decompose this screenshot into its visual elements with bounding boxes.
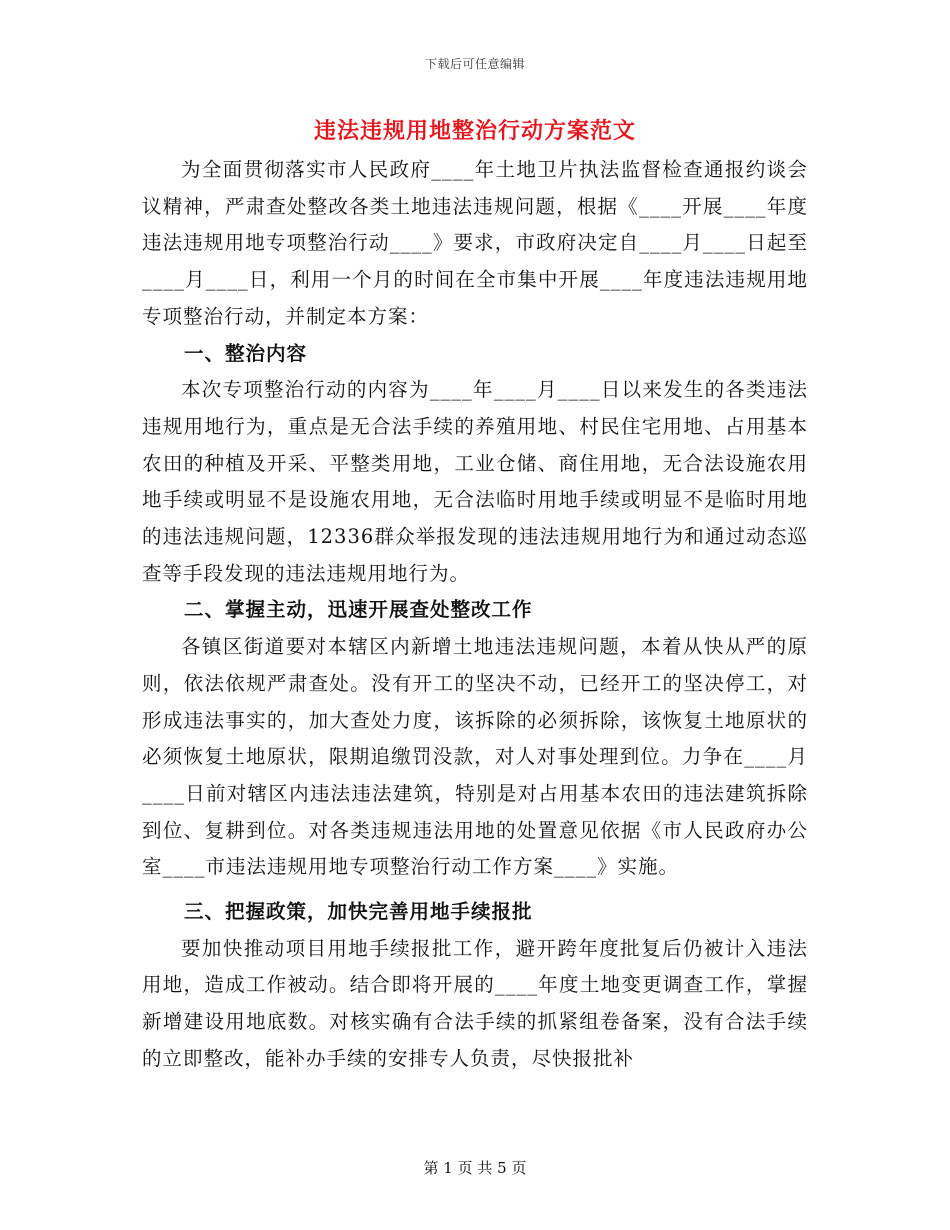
section-paragraph-2: 各镇区街道要对本辖区内新增土地违法违规问题，本着从快从严的原则，依法依规严肃查处。没有开工的坚决不动，已经开工的坚决停工，对形成违法事实的，加大查处力度，该拆除的必须拆除，该恢复土地原状的必须恢复土地原状，限期追缴罚没款，对人对事处理到位。力争在____月____日前对辖区内违法违法建筑，特别是对占用基本农田的违法建筑拆除到位、复耕到位。对各类违规违法用地的处置意见依据《市人民政府办公室____市违法违规用地专项整治行动工作方案____》实施。 xyxy=(142,635,808,879)
document-title: 违法违规用地整治行动方案范文 xyxy=(313,118,636,144)
section-heading-1: 一、整治内容 xyxy=(184,341,308,365)
section-heading-3: 三、把握政策，加快完善用地手续报批 xyxy=(184,900,533,924)
page-number: 第 1 页 共 5 页 xyxy=(423,1159,527,1177)
section-paragraph-3: 要加快推动项目用地手续报批工作，避开跨年度批复后仍被计入违法用地，造成工作被动。结合即将开展的____年度土地变更调查工作，掌握新增建设用地底数。对核实确有合法手续的抓紧组卷备案，没有合法手续的立即整改，能补办手续的安排专人负责，尽快报批补 xyxy=(142,936,808,1070)
section-heading-2: 二、掌握主动，迅速开展查处整改工作 xyxy=(184,598,533,622)
intro-paragraph: 为全面贯彻落实市人民政府____年土地卫片执法监督检查通报约谈会议精神，严肃查处整改各类土地违法违规问题，根据《____开展____年度违法违规用地专项整治行动____》要求，市政府决定自____月____日起至____月____日，利用一个月的时间在全市集中开展____年度违法违规用地专项整治行动，并制定本方案： xyxy=(142,158,808,328)
document-body xyxy=(142,152,808,1078)
header-note: 下载后可任意编辑 xyxy=(424,57,525,71)
section-paragraph-1: 本次专项整治行动的内容为____年____月____日以来发生的各类违法违规用地行为，重点是无合法手续的养殖用地、村民住宅用地、占用基本农田的种植及开采、平整类用地，工业仓储、商住用地，无合法设施农用地手续或明显不是设施农用地，无合法临时用地手续或明显不是临时用地的违法违规问题，12336群众举报发现的违法违规用地行为和通过动态巡查等手段发现的违法违规用地行为。 xyxy=(142,378,808,585)
